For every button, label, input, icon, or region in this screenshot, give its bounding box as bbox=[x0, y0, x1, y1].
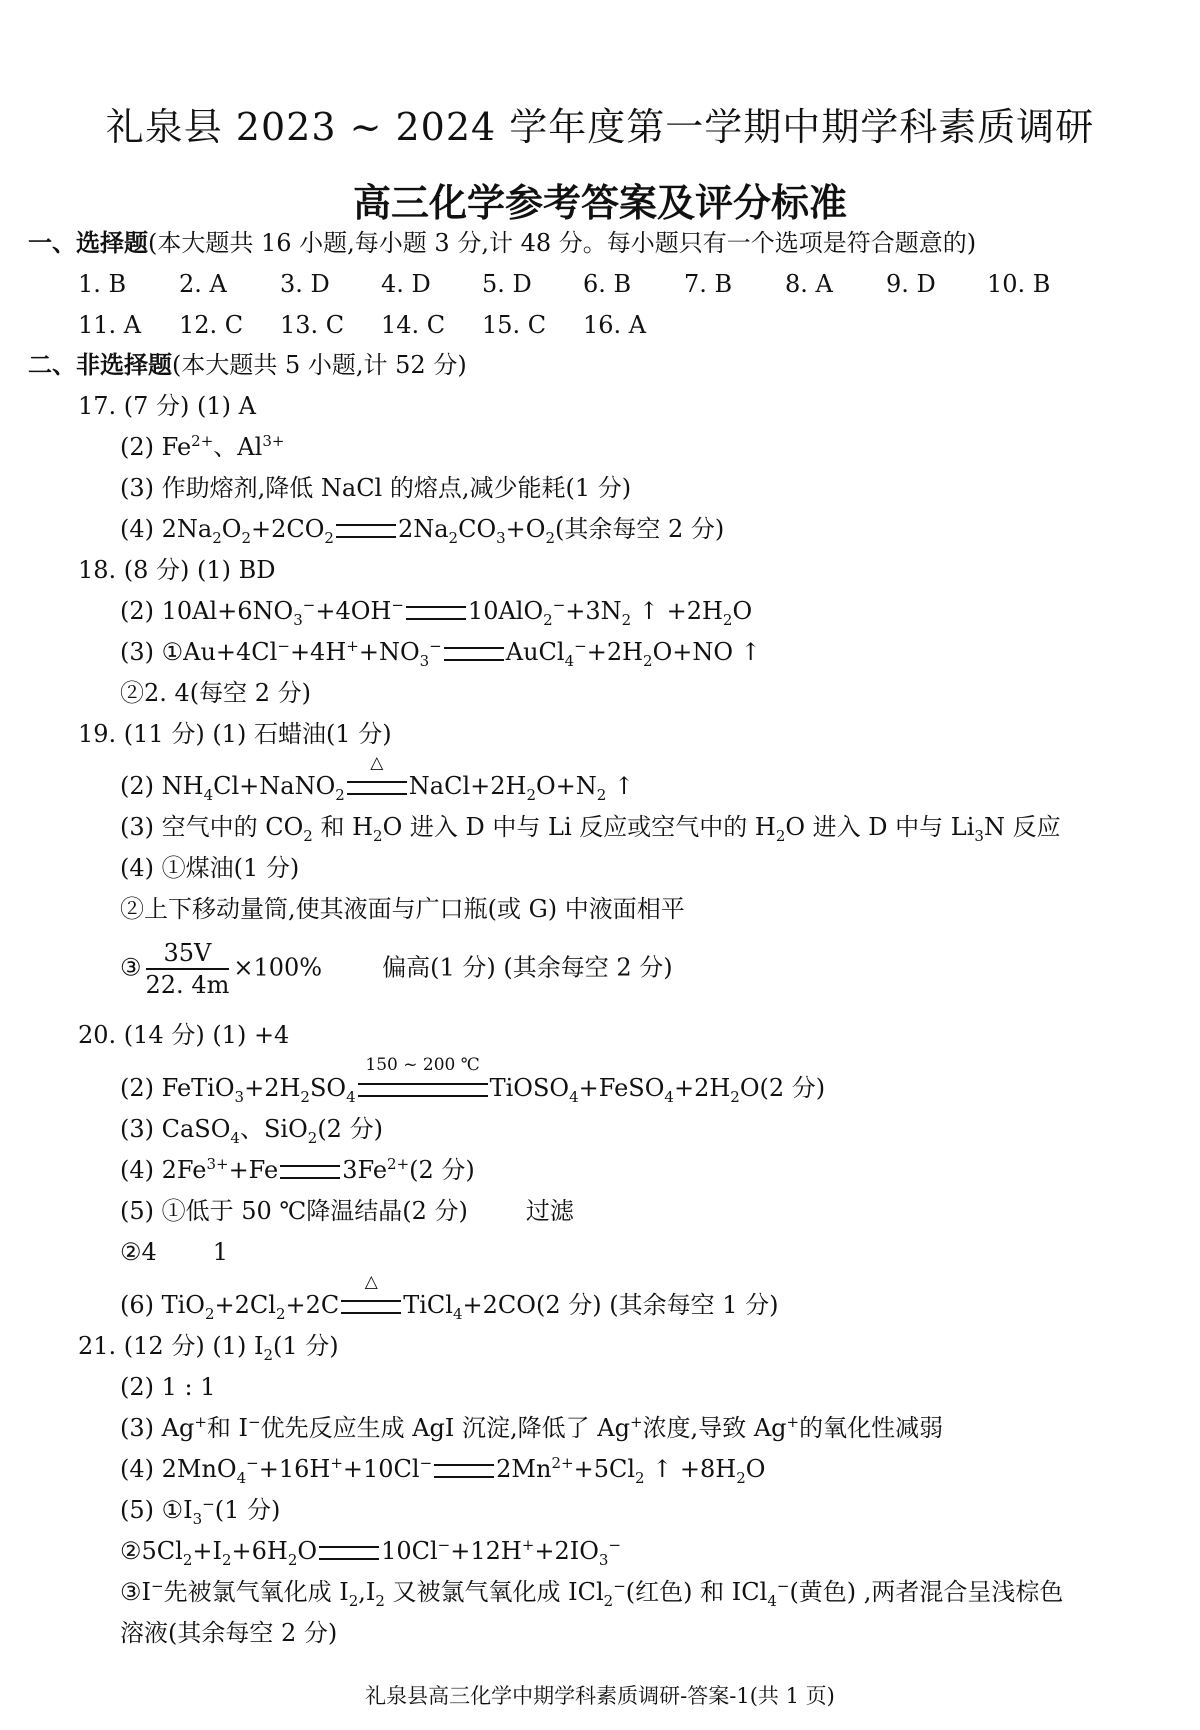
q21-head: 21. (12 分) (1) $I_2(1$ 分) bbox=[78, 1332, 339, 1364]
q20-answer5b: ②4 1 bbox=[120, 1238, 229, 1266]
mc-answer: 10. B bbox=[987, 270, 1051, 298]
q18-answer2: (2) $10Al+6NO_3^-+4OH^-$ $10AlO_2^-+3N_2$ ↑ $+2H_2O$ bbox=[120, 596, 753, 629]
q21-answer4: (4) 2MnO$_4$−+16H++10Cl− $2Mn^{2+}+5Cl_2$ ↑ $+8H_2O$ bbox=[120, 1454, 766, 1487]
q21-answer5c: ③I−先被氯气氧化成 $I_2,I_2$ 又被氯气氧化成 ICl$_2$−(红色) 和 ICl$_4$−(黄色) ,两者混合呈浅棕色 bbox=[120, 1577, 1064, 1610]
mc-answer: 6. B bbox=[583, 270, 632, 298]
heat-condition: △ bbox=[370, 752, 384, 773]
mc-answers-row1 bbox=[78, 269, 1088, 299]
temperature-condition: 150 ~ 200 ℃ bbox=[365, 1054, 480, 1075]
q19-answer4c: ③ $\frac{35V}{22. 4m}$ ×100% 偏高(1 分) (其余每空 2 分) bbox=[120, 939, 673, 999]
q19-answer4b: ②上下移动量筒,使其液面与广口瓶(或 G) 中液面相平 bbox=[120, 895, 685, 923]
mc-answer: 15. C bbox=[482, 311, 547, 339]
equals-sign bbox=[434, 1464, 494, 1478]
mc-answers-row2 bbox=[78, 310, 684, 340]
temperature-equals-sign bbox=[358, 1054, 488, 1097]
mc-answer: 8. A bbox=[785, 270, 833, 298]
heat-condition: △ bbox=[364, 1271, 378, 1292]
mc-answer: 12. C bbox=[179, 311, 244, 339]
equals-sign bbox=[319, 1546, 379, 1560]
q20-answer3: (3) CaSO$_4$、SiO$_2$(2 分) bbox=[120, 1115, 383, 1147]
mc-answer: 3. D bbox=[280, 270, 330, 298]
q17-answer3: (3) 作助熔剂,降低 NaCl 的熔点,减少能耗(1 分) bbox=[120, 474, 632, 502]
mc-answer: 7. B bbox=[684, 270, 733, 298]
fraction: $\frac{35V}{22. 4m}$ bbox=[145, 939, 230, 999]
q18-head: 18. (8 分) (1) BD bbox=[78, 556, 276, 584]
q21-answer5: (5) $①I_3^-(1$ 分) bbox=[120, 1495, 281, 1528]
mc-answer: 16. A bbox=[583, 311, 647, 339]
document-subtitle: 高三化学参考答案及评分标准 bbox=[352, 181, 847, 225]
section1-heading: 一、选择题 bbox=[28, 229, 148, 257]
q17-head: 17. (7 分) (1) A bbox=[78, 392, 257, 420]
q18-answer3b: ②2. 4(每空 2 分) bbox=[120, 679, 312, 707]
document-title: 礼泉县 2023 ~ 2024 学年度第一学期中期学科素质调研 bbox=[105, 105, 1095, 149]
q19-head: 19. (11 分) (1) 石蜡油(1 分) bbox=[78, 720, 392, 748]
mc-answer: 2. A bbox=[179, 270, 227, 298]
mc-answer: 11. A bbox=[78, 311, 142, 339]
section1-note: (本大题共 16 小题,每小题 3 分,计 48 分。每小题只有一个选项是符合题意的) bbox=[148, 229, 977, 257]
q21-answer2: (2) 1 : 1 bbox=[120, 1373, 216, 1401]
equals-sign bbox=[406, 606, 466, 620]
section1-header bbox=[28, 228, 976, 258]
q21-answer5d: 溶液(其余每空 2 分) bbox=[120, 1619, 338, 1647]
q17-answer4: (4) $2Na_2O_2+2CO_2$ $2Na_2CO_3+O_2$(其余每空 2 分) bbox=[120, 515, 725, 547]
equals-sign bbox=[444, 647, 504, 661]
q20-answer2: (2) $FeTiO_3+2H_2SO_4$ 150 ~ 200 ℃ $TiOSO_4+FeSO_4+2H_2O(2$ 分) bbox=[120, 1054, 826, 1106]
mc-answer: 5. D bbox=[482, 270, 532, 298]
equals-sign bbox=[336, 524, 396, 538]
q20-answer5: (5) ①低于 50 ℃降温结晶(2 分) 过滤 bbox=[120, 1197, 574, 1225]
section2-note: (本大题共 5 小题,计 52 分) bbox=[172, 351, 467, 379]
mc-answer: 1. B bbox=[78, 270, 127, 298]
q21-answer3: (3) Ag+和 I−优先反应生成 AgI 沉淀,降低了 Ag+浓度,导致 Ag+的氧化性减弱 bbox=[120, 1413, 944, 1442]
page-footer: 礼泉县高三化学中期学科素质调研-答案-1(共 1 页) bbox=[365, 1684, 835, 1708]
mc-answer: 13. C bbox=[280, 311, 345, 339]
q20-answer4: (4) $2Fe^{3+}+Fe$ $3Fe^{2+}(2$ 分) bbox=[120, 1155, 475, 1184]
mc-answer: 9. D bbox=[886, 270, 936, 298]
mc-answer: 4. D bbox=[381, 270, 431, 298]
q21-answer5b: $②5Cl_2+I_2+6H_2O$ $10Cl^-+12H^++2IO_3^-$ bbox=[120, 1536, 622, 1569]
heat-equals-sign bbox=[341, 1271, 401, 1314]
section2-heading: 二、非选择题 bbox=[28, 351, 172, 379]
q19-answer2: (2) $NH_4Cl+NaNO_2$ △ $NaCl+2H_2O+N_2$ ↑ bbox=[120, 752, 635, 804]
q18-answer3: (3) $①Au+4Cl^-+4H^++NO_3^-$ $AuCl_4^-+2H_2O+NO$ ↑ bbox=[120, 637, 761, 670]
heat-equals-sign bbox=[347, 752, 407, 795]
q19-answer3: (3) 空气中的 $CO_2$ 和 $H_2O$ 进入 D 中与 Li 反应或空气中的 $H_2O$ 进入 D 中与 $Li_3N$ 反应 bbox=[120, 813, 1061, 845]
mc-answer: 14. C bbox=[381, 311, 446, 339]
q19-answer4: (4) ①煤油(1 分) bbox=[120, 854, 300, 882]
q17-answer2: (2) $Fe^{2+}$、$Al^{3+}$ bbox=[120, 432, 285, 461]
q20-answer6: (6) $TiO_2+2Cl_2+2C$ △ TiCl$_4$+2CO(2 分) (其余每空 1 分) bbox=[120, 1271, 779, 1323]
section2-header bbox=[28, 350, 467, 380]
q20-head: 20. (14 分) (1) +4 bbox=[78, 1021, 290, 1049]
equals-sign bbox=[280, 1165, 340, 1179]
